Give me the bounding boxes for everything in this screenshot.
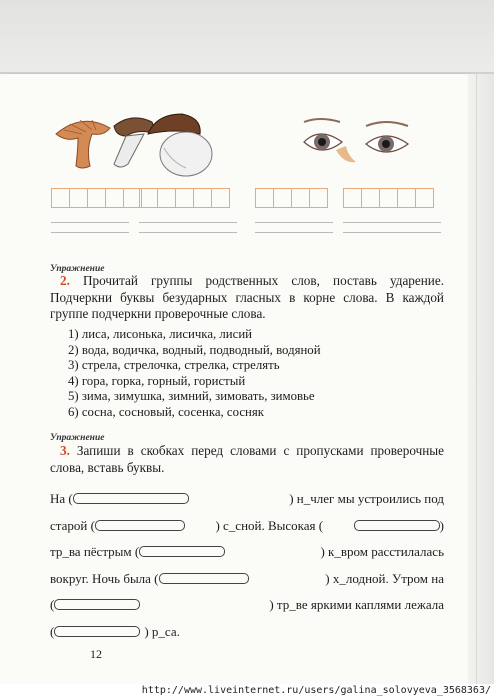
chanterelle-mushroom xyxy=(56,120,110,168)
text-line: тр_ва пёстрым ( ) к_вром расстилалась xyxy=(50,544,444,559)
porcini-mushroom xyxy=(148,114,212,176)
text-line: ( ) тр_ве яркими каплями лежала xyxy=(50,597,444,612)
blank-field[interactable] xyxy=(354,520,440,531)
blank-field[interactable] xyxy=(139,546,225,557)
blank-field[interactable] xyxy=(95,520,185,531)
footer-url[interactable]: http://www.liveinternet.ru/users/galina_solovyeva_3568363/ xyxy=(141,685,491,696)
text-line: ( ) р_са. xyxy=(50,623,180,639)
right-eye xyxy=(366,122,408,152)
writing-line[interactable] xyxy=(51,222,129,223)
writing-line[interactable] xyxy=(139,232,237,233)
blank-field[interactable] xyxy=(54,626,140,637)
page-number: 12 xyxy=(90,647,102,661)
list-item: 3) стрела, стрелочка, стрелка, стрелять xyxy=(68,358,280,373)
white-mushroom-tilted xyxy=(114,118,153,167)
exercise-3-label: Упражнение xyxy=(50,433,105,443)
writing-line[interactable] xyxy=(343,222,441,223)
exercise-3-text: Запиши в скобках перед словами с пропусками проверочные слова, вставь буквы. xyxy=(50,443,445,475)
page-edge xyxy=(468,74,494,684)
list-item: 2) вода, водичка, водный, подводный, водяной xyxy=(68,342,321,357)
exercise-2-number: 2. xyxy=(60,273,70,288)
answer-boxes-2[interactable] xyxy=(139,188,230,208)
writing-line[interactable] xyxy=(255,232,333,233)
blank-field[interactable] xyxy=(159,573,249,584)
exercise-2-task xyxy=(50,273,444,323)
writing-line[interactable] xyxy=(51,232,129,233)
answer-boxes-4[interactable] xyxy=(343,188,434,208)
blank-field[interactable] xyxy=(73,493,189,504)
writing-line[interactable] xyxy=(343,232,441,233)
exercise-2-label: Упражнение xyxy=(50,264,105,274)
text-line: На ( ) н_члег мы устроились под xyxy=(50,491,444,506)
list-item: 6) сосна, сосновый, сосенка, сосняк xyxy=(68,404,264,419)
exercise-2-text: Прочитай группы родственных слов, поставь ударение. Подчеркни буквы безударных гласных в корне слова. В каждой группе подчеркни проверочные слова. xyxy=(50,273,445,321)
writing-line[interactable] xyxy=(139,222,237,223)
left-eye xyxy=(304,119,356,162)
text-line: вокруг. Ночь была ( ) х_лодной. Утром на xyxy=(50,570,444,586)
fill-in-text xyxy=(50,486,444,645)
exercise-3-task xyxy=(50,443,444,476)
mushrooms-illustration xyxy=(52,108,222,178)
scan-top-margin xyxy=(0,0,494,74)
list-item: 1) лиса, лисонька, лисичка, лисий xyxy=(68,327,253,341)
writing-line[interactable] xyxy=(255,222,333,223)
answer-boxes-3[interactable] xyxy=(255,188,328,208)
blank-field[interactable] xyxy=(54,599,140,610)
exercise-3-number: 3. xyxy=(60,443,70,458)
eyes-illustration xyxy=(300,118,418,172)
answer-boxes-1[interactable] xyxy=(51,188,142,208)
word-groups-list xyxy=(68,327,321,421)
text-line: старой ( ) с_сной. Высокая ( ) xyxy=(50,517,444,533)
list-item: 5) зима, зимушка, зимний, зимовать, зимовье xyxy=(68,389,315,404)
list-item: 4) гора, горка, горный, гористый xyxy=(68,373,246,388)
